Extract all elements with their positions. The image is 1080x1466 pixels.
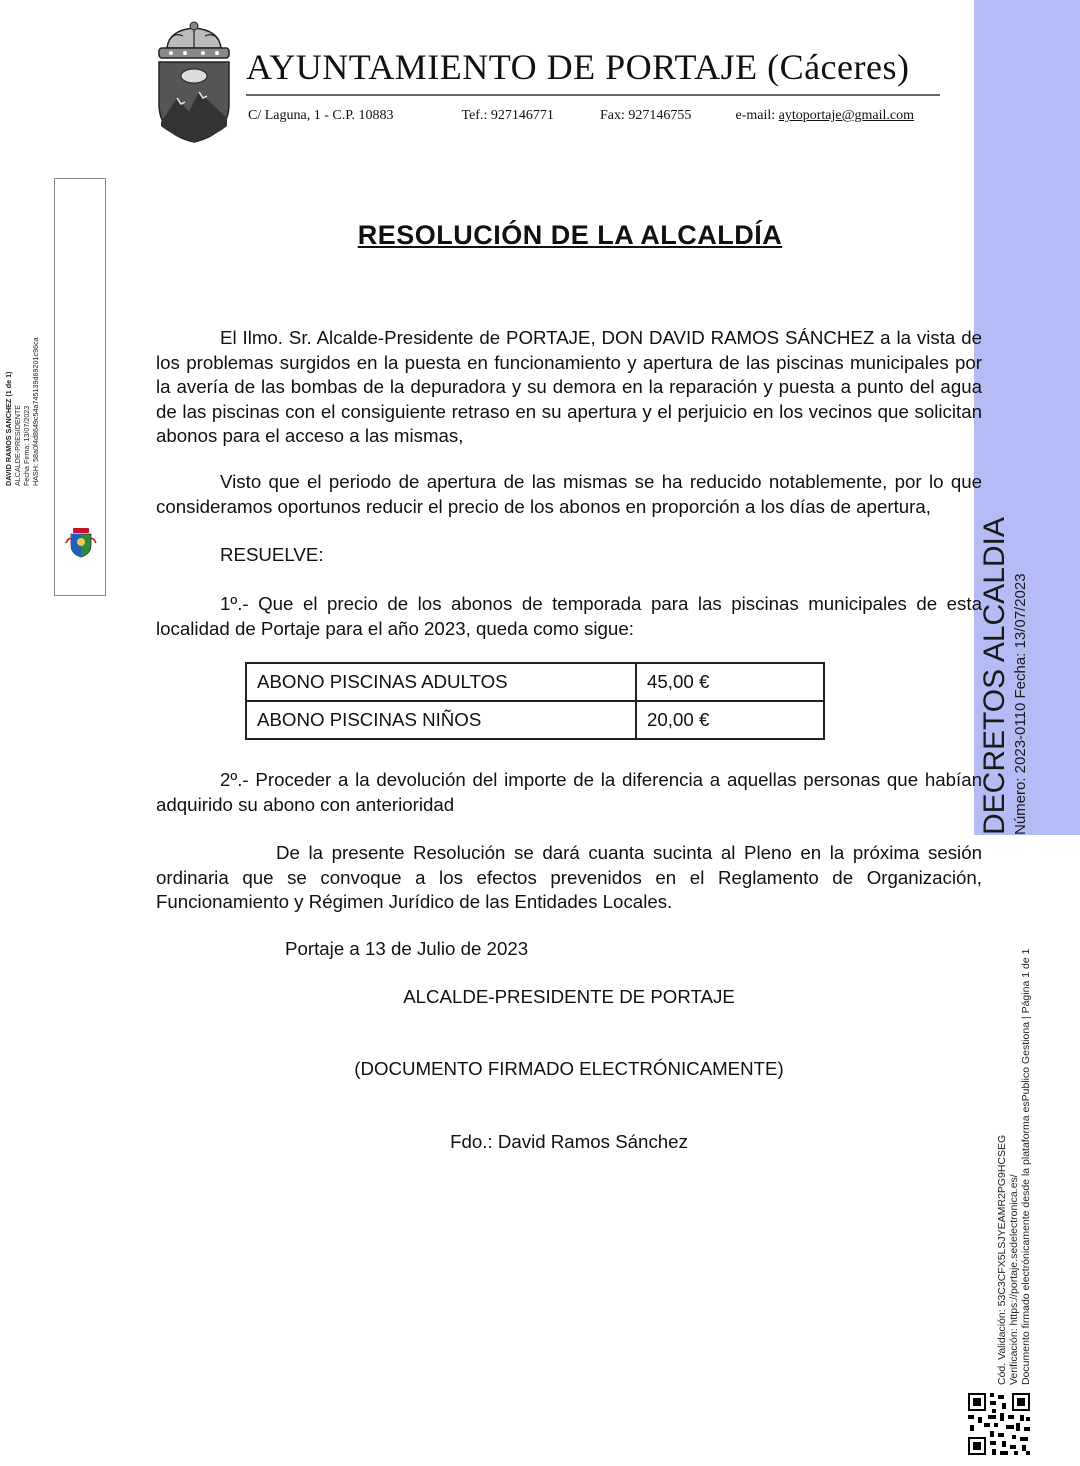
signer-title: ALCALDE-PRESIDENTE DE PORTAJE bbox=[403, 986, 735, 1007]
document-title: RESOLUCIÓN DE LA ALCALDÍA bbox=[357, 220, 783, 250]
signer-name: DAVID RAMOS SANCHEZ (1 de 1) bbox=[4, 371, 13, 486]
verification-code: Cód. Validación: 53C3CFX5LSJYEAMR2PG9HCSEG bbox=[996, 1134, 1008, 1385]
municipal-crest-icon bbox=[155, 18, 233, 144]
verification-platform: Documento firmado electrónicamente desde la plataforma esPublico Gestiona | Página 1 de 1 bbox=[1020, 948, 1032, 1385]
phone: Tef.: 927146771 bbox=[461, 108, 554, 123]
point-two bbox=[156, 768, 982, 817]
qr-code-icon bbox=[966, 1391, 1032, 1457]
fax: Fax: 927146755 bbox=[600, 108, 692, 123]
fee-price: 20,00 € bbox=[636, 701, 824, 739]
decree-stamp-title: DECRETOS ALCALDIA bbox=[978, 517, 1011, 835]
point-two-text: 2º.- Proceder a la devolución del importe de la diferencia a aquellas personas que habían adquirido su abono con anterioridad bbox=[156, 769, 982, 815]
address: C/ Laguna, 1 - C.P. 10883 bbox=[248, 108, 394, 123]
sign-date: Fecha Firma: 13/07/2023 bbox=[22, 405, 31, 486]
municipal-crest-small-icon bbox=[64, 525, 98, 559]
paragraph-visto-text: Visto que el periodo de apertura de las mismas se ha reducido notablemente, por lo que consideramos oportunos reducir el precio de los abonos en proporción a los días de apertura, bbox=[156, 471, 982, 517]
paragraph-visto bbox=[156, 470, 982, 519]
resolve-heading-text: RESUELVE: bbox=[220, 544, 324, 565]
signed-electronically-note: (DOCUMENTO FIRMADO ELECTRÓNICAMENTE) bbox=[354, 1058, 784, 1079]
resolve-heading bbox=[156, 543, 982, 568]
paragraph-final-text: De la presente Resolución se dará cuanta sucinta al Pleno en la próxima sesión ordinaria que se convoque a los efectos prevenidos en el Reglamento de Organización, Funcionamiento y Régimen Jurídico de las Entidades Locales. bbox=[156, 842, 982, 912]
paragraph-intro bbox=[156, 326, 982, 449]
email-link[interactable]: aytoportaje@gmail.com bbox=[778, 108, 915, 123]
fee-price: 45,00 € bbox=[636, 663, 824, 701]
fee-table bbox=[245, 662, 825, 740]
signed-by: Fdo.: David Ramos Sánchez bbox=[450, 1131, 688, 1152]
fee-concept: ABONO PISCINAS NIÑOS bbox=[246, 701, 636, 739]
organization-title: AYUNTAMIENTO DE PORTAJE (Cáceres) bbox=[246, 47, 910, 87]
contact-line bbox=[248, 107, 948, 125]
header-divider bbox=[246, 94, 940, 96]
place-date: Portaje a 13 de Julio de 2023 bbox=[285, 938, 529, 959]
sign-hash: HASH: 58a0f4d8649c54a745139d69201c96ca bbox=[31, 337, 40, 486]
table-row bbox=[246, 663, 824, 701]
paragraph-final bbox=[156, 841, 982, 915]
paragraph-intro-text: El Ilmo. Sr. Alcalde-Presidente de PORTAJE, DON DAVID RAMOS SÁNCHEZ a la vista de los problemas surgidos en la puesta en funcionamiento y apertura de las piscinas municipales por la avería de las bombas de la depuradora y su demora en la reparación y puesta a punto del agua de las piscinas con el consiguiente retraso en su apertura y el perjuicio en los vecinos que solicitan abonos para el acceso a las mismas, bbox=[156, 327, 982, 446]
fee-concept: ABONO PISCINAS ADULTOS bbox=[246, 663, 636, 701]
point-one bbox=[156, 592, 982, 641]
table-row bbox=[246, 701, 824, 739]
verification-url: Verificación: https://portaje.sedelectronica.es/ bbox=[1008, 1174, 1020, 1385]
point-one-text: 1º.- Que el precio de los abonos de temporada para las piscinas municipales de esta localidad de Portaje para el año 2023, queda como sigue: bbox=[156, 593, 982, 639]
email-label: e-mail: bbox=[735, 108, 779, 123]
decree-stamp-number-date: Número: 2023-0110 Fecha: 13/07/2023 bbox=[1012, 573, 1029, 835]
signer-role: ALCALDE-PRESIDENTE bbox=[13, 404, 22, 486]
